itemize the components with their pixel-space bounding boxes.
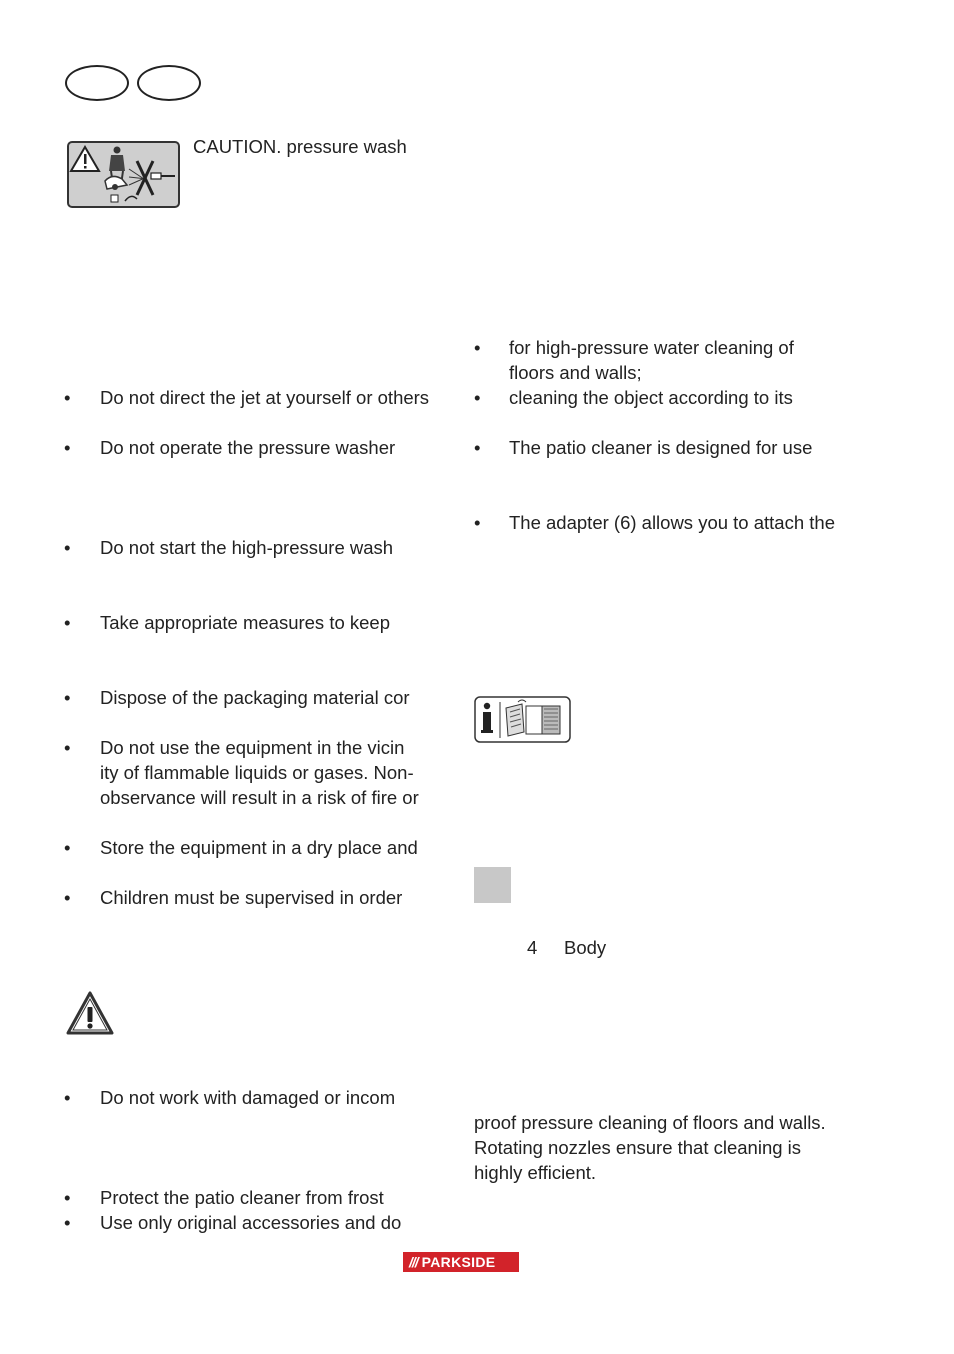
warning-triangle-icon [66, 990, 114, 1036]
left-bullet-7: Store the equipment in a dry place and [100, 837, 418, 858]
parkside-logo [403, 1252, 519, 1272]
bullet-marker: • [64, 1087, 71, 1108]
bullet-marker: • [64, 887, 71, 908]
left-bullet-4: Take appropriate measures to keep [100, 612, 391, 633]
bullet-marker: • [64, 1212, 71, 1233]
caution-heading: CAUTION. pressure wash [193, 136, 407, 157]
bullet-marker: • [64, 612, 71, 633]
bullet-marker: • [474, 437, 481, 458]
parts-list-label: Body [564, 937, 607, 958]
right-bullet-4: The adapter (6) allows you to attach the [509, 512, 835, 533]
warning-label-icon [67, 141, 180, 208]
left-bullet-9: Do not work with damaged or incom [100, 1087, 396, 1108]
product-description: proof pressure cleaning of floors and walls. Rotating nozzles ensure that cleaning is highly efficient. [474, 1112, 826, 1183]
bullet-marker: • [474, 512, 481, 533]
bullet-marker: • [64, 437, 71, 458]
left-bullet-2: Do not operate the pressure washer [100, 437, 396, 458]
left-bullet-11: Use only original accessories and do [100, 1212, 402, 1233]
left-bullet-3: Do not start the high-pressure wash [100, 537, 394, 558]
language-badge-1 [65, 65, 129, 101]
bullet-marker: • [474, 337, 481, 358]
left-bullet-1: Do not direct the jet at yourself or others [100, 387, 430, 408]
right-bullet-1: for high-pressure water cleaning of floors and walls; [509, 337, 794, 383]
bullet-marker: • [64, 737, 71, 758]
figure-placeholder [474, 867, 511, 903]
bullet-marker: • [64, 687, 71, 708]
bullet-marker: • [64, 387, 71, 408]
logo-slashes: /// [409, 1254, 418, 1270]
left-bullet-10: Protect the patio cleaner from frost [100, 1187, 384, 1208]
logo-brand-name: PARKSIDE [421, 1254, 496, 1270]
left-bullet-5: Dispose of the packaging material cor [100, 687, 410, 708]
read-manual-icon [474, 696, 571, 743]
bullet-marker: • [64, 537, 71, 558]
right-bullet-3: The patio cleaner is designed for use [509, 437, 813, 458]
left-bullet-6: Do not use the equipment in the vicin ity of flammable liquids or gases. Non- observance will result in a risk of fire or [100, 737, 419, 808]
bullet-marker: • [64, 1187, 71, 1208]
parts-list-number: 4 [527, 937, 538, 958]
bullet-marker: • [64, 837, 71, 858]
bullet-marker: • [474, 387, 481, 408]
language-badge-2 [137, 65, 201, 101]
left-bullet-8: Children must be supervised in order [100, 887, 403, 908]
right-bullet-2: cleaning the object according to its [509, 387, 793, 408]
